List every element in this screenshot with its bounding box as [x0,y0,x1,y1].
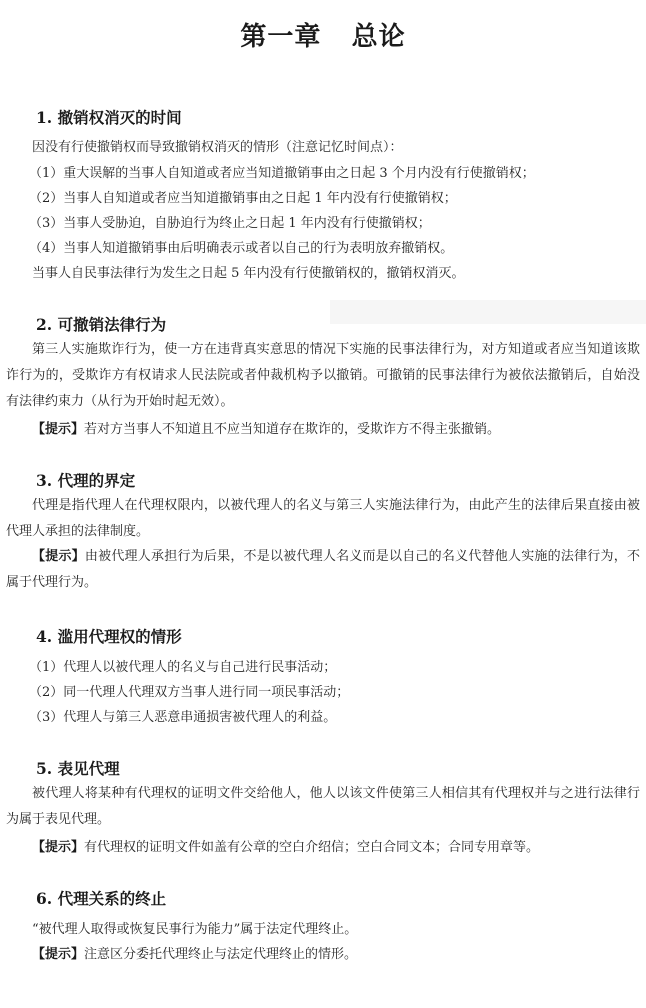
body-paragraph: 被代理人将某种有代理权的证明文件交给他人，他人以该文件使第三人相信其有代理权并与之进行法律行为属于表见代理。 [6,786,640,827]
section-heading: 6. 代理关系的终止 [36,889,167,908]
tip-label: 【提示】 [32,422,85,437]
tip-label: 【提示】 [32,840,85,855]
tip-label: 【提示】 [32,549,85,564]
section-heading: 1. 撤销权消灭的时间 [36,108,182,127]
tip-text: 由被代理人承担行为后果，不是以被代理人名义而是以自己的名义代替他人实施的法律行为，不属于代理行为。 [6,549,640,590]
body-paragraph: 第三人实施欺诈行为，使一方在违背真实意思的情况下实施的民事法律行为，对方知道或者应当知道该欺诈行为的，受欺诈方有权请求人民法院或者仲裁机构予以撤销。可撤销的民事法律行为被依法撤销后，自始没有法律约束力（从行为开始时起无效）。 [6,342,640,409]
tip-line [32,836,539,855]
faint-background-band [330,300,646,324]
tip-text: 若对方当事人不知道且不应当知道存在欺诈的，受欺诈方不得主张撤销。 [84,422,501,437]
tip-text: 有代理权的证明文件如盖有公章的空白介绍信；空白合同文本；合同专用章等。 [84,840,540,855]
list-item: （3）代理人与第三人恶意串通损害被代理人的利益。 [29,710,337,725]
tip-line [32,418,500,437]
list-item: （4）当事人知道撤销事由后明确表示或者以自己的行为表明放弃撤销权。 [29,241,454,256]
body-line: 因没有行使撤销权而导致撤销权消灭的情形（注意记忆时间点）： [32,140,403,155]
body-line: 当事人自民事法律行为发生之日起 5 年内没有行使撤销权的，撤销权消灭。 [32,266,465,281]
body-paragraph: 代理是指代理人在代理权限内，以被代理人的名义与第三人实施法律行为，由此产生的法律后果直接由被代理人承担的法律制度。 [6,498,640,539]
tip-line [32,943,357,962]
section-heading: 2. 可撤销法律行为 [36,315,167,334]
section-heading: 3. 代理的界定 [36,471,136,490]
list-item: （1）代理人以被代理人的名义与自己进行民事活动； [29,660,337,675]
list-item: （2）当事人自知道或者应当知道撤销事由之日起 1 年内没有行使撤销权； [29,191,457,206]
tip-text: 注意区分委托代理终止与法定代理终止的情形。 [84,947,358,962]
list-item: （1）重大误解的当事人自知道或者应当知道撤销事由之日起 3 个月内没有行使撤销权； [29,166,535,181]
list-item: （3）当事人受胁迫，自胁迫行为终止之日起 1 年内没有行使撤销权； [29,216,431,231]
chapter-title: 第一章 总论 [240,22,406,52]
tip-label: 【提示】 [32,947,85,962]
section-heading: 5. 表见代理 [36,759,120,778]
tip-paragraph [6,544,640,596]
body-line: “被代理人取得或恢复民事行为能力”属于法定代理终止。 [32,922,358,937]
list-item: （2）同一代理人代理双方当事人进行同一项民事活动； [29,685,350,700]
section-heading: 4. 滥用代理权的情形 [36,627,182,646]
